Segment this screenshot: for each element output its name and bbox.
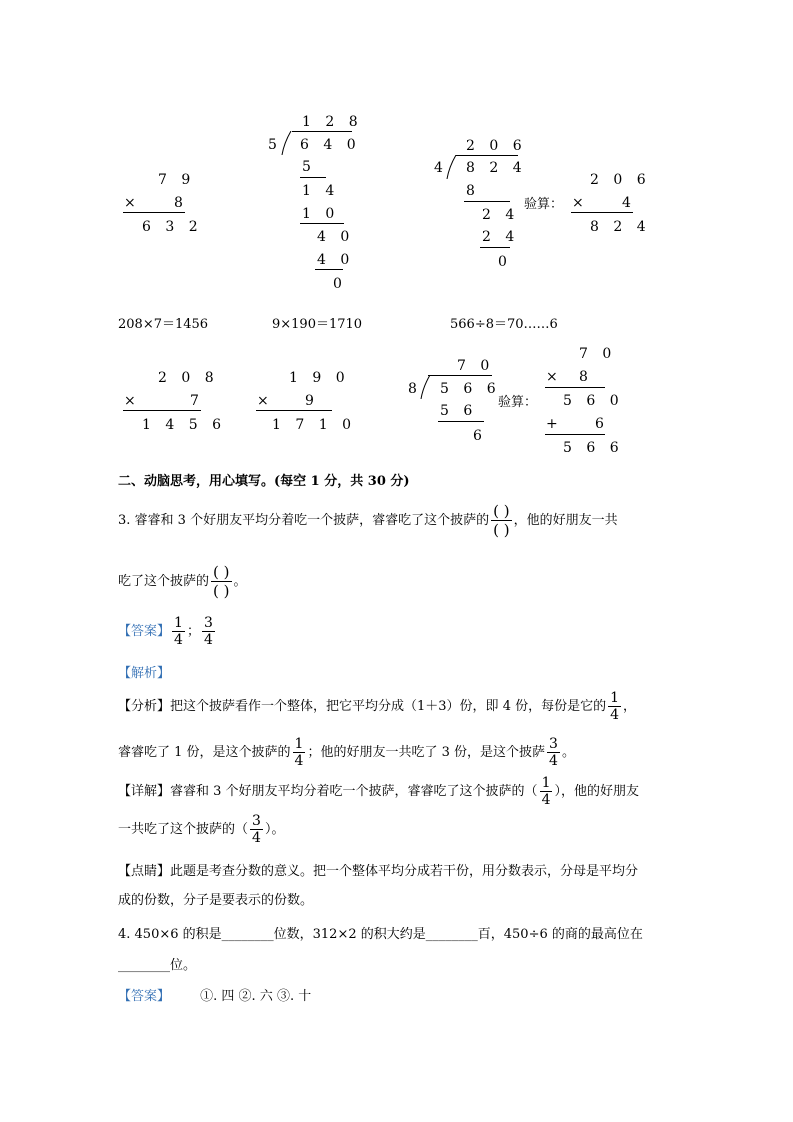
blank-denominator: ( ): [213, 582, 230, 600]
div2-step-4: 0: [498, 254, 512, 270]
div2-step-3: 2 4: [482, 229, 520, 245]
div2-step-1: 8: [466, 183, 480, 199]
answer-fraction-2: [202, 615, 215, 648]
ver-operand-a: 2 0 6: [590, 172, 651, 188]
v-result: 5 6 6: [563, 440, 624, 456]
div-step-5: 4 0: [317, 252, 355, 268]
equation-1: 208×7＝1456: [118, 317, 209, 332]
div-step-1: 5: [302, 159, 316, 175]
numerator: 3: [252, 813, 261, 829]
numerator: 1: [541, 775, 551, 791]
div2-top-line: [456, 155, 518, 156]
div-top-line: [292, 131, 352, 132]
q3-blank-fraction-1[interactable]: [491, 502, 511, 539]
numerator: 1: [294, 736, 304, 752]
div-line-1: [300, 177, 326, 178]
denominator: 4: [252, 830, 261, 846]
m2-operand-a: 1 9 0: [289, 370, 350, 386]
q3-blank-fraction-2[interactable]: [211, 563, 231, 600]
fenxi-label: 【分析】: [118, 698, 171, 714]
xiangjie-line-2: [118, 813, 284, 846]
v-line-1: [545, 387, 605, 388]
fenxi-fraction-1: [608, 690, 621, 723]
analysis-label: 【解析】: [118, 666, 171, 681]
blank-denominator: ( ): [493, 521, 510, 539]
div-step-2: 1 4: [302, 183, 340, 199]
div-quotient: 1 2 8: [302, 114, 363, 130]
d-line-1: [438, 421, 484, 422]
dianjing-line-1: [118, 863, 638, 881]
denominator: 4: [203, 632, 213, 648]
denominator: 4: [541, 792, 551, 808]
ver-line: [571, 212, 633, 213]
q3-text-d: 。: [233, 573, 247, 589]
fenxi-fraction-3: [547, 736, 560, 769]
mul-line: [123, 212, 185, 213]
v-add: 6: [595, 416, 609, 432]
denominator: 4: [174, 632, 183, 648]
q4-answers: ①. 四 ②. 六 ③. 十: [200, 989, 312, 1004]
xiangjie-fraction-1: [540, 775, 553, 808]
v-line-2: [545, 434, 605, 435]
d-bracket: [420, 375, 432, 399]
m1-operand-a: 2 0 8: [158, 370, 219, 386]
m1-line: [123, 410, 201, 411]
div2-quotient: 2 0 6: [466, 138, 527, 154]
numerator: 3: [203, 615, 213, 631]
v-plus: +: [546, 416, 563, 432]
xiangjie-text-1-end: ），他的好朋友: [554, 783, 639, 799]
q3-line-1: [118, 502, 618, 539]
m2-line: [256, 410, 332, 411]
div2-bracket: [446, 155, 458, 179]
d-step-2: 6: [473, 428, 487, 444]
mul-sign: ×: [124, 195, 141, 211]
div2-dividend: 8 2 4: [466, 160, 527, 176]
m1-operand-b: 7: [190, 393, 204, 409]
denominator: 4: [610, 707, 620, 723]
ver-sign: ×: [572, 195, 589, 211]
div-dividend: 6 4 0: [300, 137, 361, 153]
q4-answer-label: 【答案】: [118, 989, 171, 1004]
denominator: 4: [549, 753, 558, 769]
q3-line-2: [118, 563, 247, 600]
ver-result: 8 2 4: [590, 219, 651, 235]
verify-label-2: 验算：: [498, 395, 538, 410]
q3-text-c: 吃了这个披萨的: [118, 573, 210, 589]
q3-text-b: ，他的好朋友一共: [513, 512, 618, 528]
fenxi-text-1: 把这个披萨看作一个整体，把它平均分成（1＋3）份，即 4 份，每份是它的: [170, 698, 607, 714]
div-line-3: [315, 269, 343, 270]
mul-operand-a: 7 9: [158, 172, 196, 188]
fenxi-line-2: [118, 736, 575, 769]
m1-sign: ×: [124, 393, 141, 409]
d-quotient: 7 0: [457, 358, 495, 374]
answer-fraction-1: [172, 615, 185, 648]
div2-line-1: [464, 201, 510, 202]
q3-text-a: 3. 睿睿和 3 个好朋友平均分着吃一个披萨，睿睿吃了这个披萨的: [118, 512, 490, 528]
numerator: 3: [549, 736, 558, 752]
q3-answer: [118, 615, 217, 648]
div-line-2: [300, 223, 344, 224]
div-bracket: [281, 131, 293, 155]
fenxi-text-1-end: ，: [623, 698, 637, 714]
div2-divisor: 4: [434, 160, 448, 176]
d-step-1: 5 6: [440, 403, 478, 419]
mul-result: 6 3 2: [142, 219, 203, 235]
fenxi-text-2: 睿睿吃了 1 份，是这个披萨的: [118, 744, 291, 760]
xiangjie-text-2-end: ）。: [264, 821, 285, 837]
section-2-title: 二、动脑思考，用心填写。(每空 1 分，共 30 分): [118, 474, 410, 489]
div-step-3: 1 0: [302, 206, 340, 222]
div-step-6: 0: [333, 276, 347, 292]
equation-3: 566÷8＝70……6: [450, 317, 558, 332]
div2-step-2: 2 4: [482, 207, 520, 223]
numerator: 1: [610, 690, 620, 706]
d-divisor: 8: [408, 381, 422, 397]
xiangjie-fraction-2: [250, 813, 263, 846]
denominator: 4: [294, 753, 304, 769]
m2-sign: ×: [257, 393, 274, 409]
fenxi-fraction-2: [293, 736, 306, 769]
fenxi-text-2-end: 。: [561, 744, 575, 760]
v-operand-b: 8: [579, 369, 593, 385]
v-sign: ×: [546, 369, 563, 385]
q4-line-1: 4. 450×6 的积是________位数，312×2 的积大约是________百，450÷6 的商的最高位在: [118, 927, 643, 942]
q4-answer: [118, 988, 311, 1006]
div-step-4: 4 0: [317, 229, 355, 245]
fenxi-line-1: [118, 690, 636, 723]
m2-operand-b: 9: [305, 393, 319, 409]
ver-operand-b: 4: [622, 195, 636, 211]
div-divisor: 5: [268, 137, 282, 153]
verify-label: 验算：: [524, 197, 564, 212]
dianjing-text-1: 此题是考查分数的意义。把一个整体平均分成若干份，用分数表示，分母是平均分: [170, 864, 639, 879]
v-operand-a: 7 0: [579, 346, 617, 362]
dianjing-label: 【点睛】: [118, 864, 171, 879]
xiangjie-text-2: 一共吃了这个披萨的（: [118, 821, 249, 837]
m2-result: 1 7 1 0: [272, 417, 356, 433]
xiangjie-text-1: 睿睿和 3 个好朋友平均分着吃一个披萨，睿睿吃了这个披萨的（: [170, 783, 538, 799]
dianjing-line-2: 成的份数，分子是要表示的份数。: [118, 893, 314, 908]
d-dividend: 5 6 6: [440, 381, 501, 397]
div2-line-2: [480, 247, 510, 248]
blank-numerator: ( ): [493, 502, 510, 520]
numerator: 1: [174, 615, 183, 631]
q4-line-2: ________位。: [118, 958, 197, 973]
m1-result: 1 4 5 6: [142, 417, 226, 433]
xiangjie-label: 【详解】: [118, 783, 171, 799]
mul-operand-b: 8: [174, 195, 188, 211]
d-top-line: [428, 375, 492, 376]
blank-numerator: ( ): [213, 563, 230, 581]
v-mid: 5 6 0: [563, 393, 624, 409]
answer-label: 【答案】: [118, 623, 171, 639]
fenxi-text-2-mid: ；他的好朋友一共吃了 3 份，是这个披萨: [307, 744, 546, 760]
equation-2: 9×190＝1710: [272, 317, 363, 332]
answer-separator: ；: [186, 623, 200, 639]
xiangjie-line-1: [118, 775, 639, 808]
